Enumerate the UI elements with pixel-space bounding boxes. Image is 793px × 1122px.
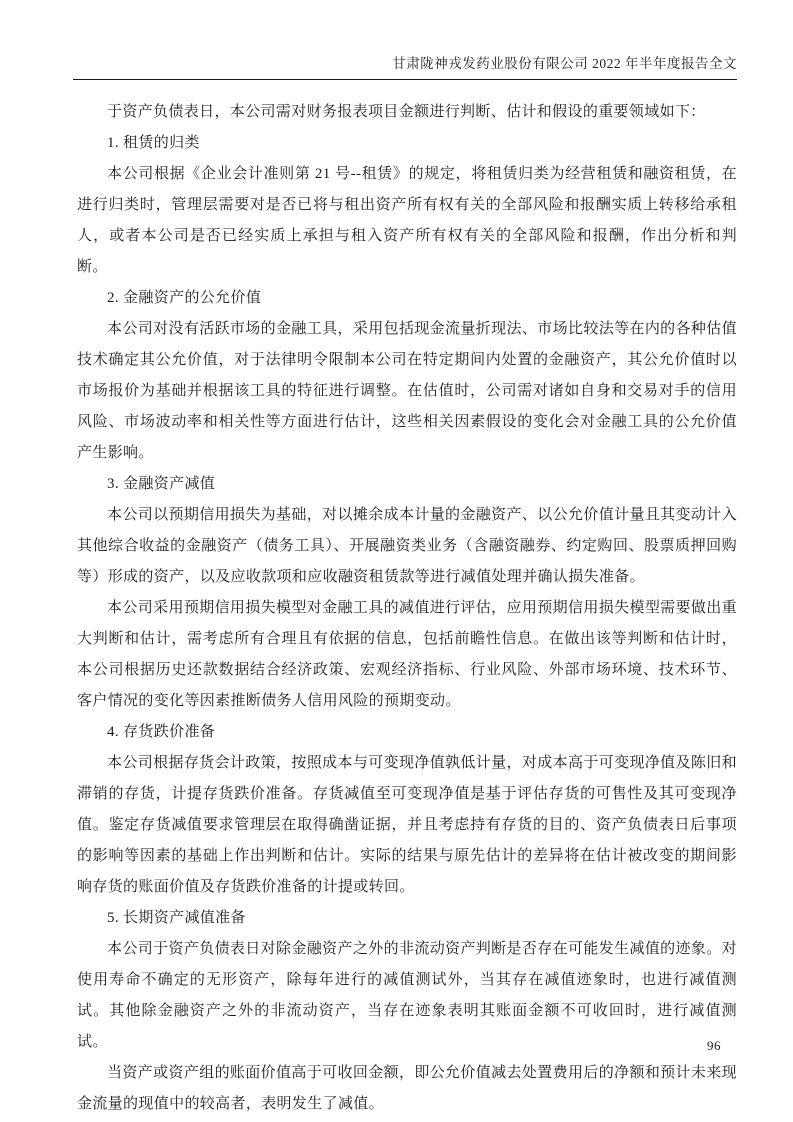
- section-1-paragraph-1: 本公司根据《企业会计准则第 21 号--租赁》的规定，将租赁归类为经营租赁和融资租赁，在进行归类时，管理层需要对是否已将与租出资产所有权有关的全部风险和报酬实质上转移给承租人，或者本公司是否已经实质上承担与租入资产所有权有关的全部风险和报酬，作出分析和判断。: [77, 166, 737, 275]
- section-1-heading: 1. 租赁的归类: [107, 135, 200, 151]
- section-2-paragraph-1: 本公司对没有活跃市场的金融工具，采用包括现金流量折现法、市场比较法等在内的各种估值技术确定其公允价值，对于法律明令限制本公司在特定期间内处置的金融资产，其公允价值时以市场报价为基础并根据该工具的特征进行调整。在估值时，公司需对诸如自身和交易对手的信用风险、市场波动率和相关性等方面进行估计，这些相关因素假设的变化会对金融工具的公允价值产生影响。: [77, 321, 737, 461]
- section-5-paragraph-1: 本公司于资产负债表日对除金融资产之外的非流动资产判断是否存在可能发生减值的迹象。对使用寿命不确定的无形资产，除每年进行的减值测试外，当其存在减值迹象时，也进行减值测试。其他除金融资产之外的非流动资产，当存在迹象表明其账面金额不可收回时，进行减值测试。: [77, 941, 737, 1050]
- section-3-paragraph-2: 本公司采用预期信用损失模型对金融工具的减值进行评估，应用预期信用损失模型需要做出重大判断和估计，需考虑所有合理且有依据的信息，包括前瞻性信息。在做出该等判断和估计时，本公司根据历史还款数据结合经济政策、宏观经济指标、行业风险、外部市场环境、技术环节、客户情况的变化等因素推断债务人信用风险的预期变动。: [77, 600, 737, 709]
- section-5-paragraph-2: 当资产或资产组的账面价值高于可收回金额，即公允价值减去处置费用后的净额和预计未来现金流量的现值中的较高者，表明发生了减值。: [77, 1065, 737, 1112]
- section-3-paragraph-1: 本公司以预期信用损失为基础，对以摊余成本计量的金融资产、以公允价值计量且其变动计入其他综合收益的金融资产（债务工具）、开展融资类业务（含融资融券、约定购回、股票质押回购等）形成的资产，以及应收款项和应收融资租赁款等进行减值处理并确认损失准备。: [77, 507, 737, 585]
- section-3-heading: 3. 金融资产减值: [107, 476, 216, 492]
- section-2-heading: 2. 金融资产的公允价值: [107, 290, 262, 306]
- section-5-heading: 5. 长期资产减值准备: [107, 910, 246, 926]
- section-4-paragraph-1: 本公司根据存货会计政策，按照成本与可变现净值孰低计量，对成本高于可变现净值及陈旧和滞销的存货，计提存货跌价准备。存货减值至可变现净值是基于评估存货的可售性及其可变现净值。鉴定存货减值要求管理层在取得确凿证据，并且考虑持有存货的目的、资产负债表日后事项的影响等因素的基础上作出判断和估计。实际的结果与原先估计的差异将在估计被改变的期间影响存货的账面价值及存货跌价准备的计提或转回。: [77, 755, 737, 895]
- intro-paragraph: 于资产负债表日，本公司需对财务报表项目金额进行判断、估计和假设的重要领域如下：: [107, 104, 706, 120]
- page-header: [73, 52, 737, 80]
- page-number: 96: [707, 1038, 721, 1053]
- page-footer: [707, 1038, 721, 1054]
- header-title: 甘肃陇神戎发药业股份有限公司 2022 年半年度报告全文: [392, 56, 737, 71]
- section-4-heading: 4. 存货跌价准备: [107, 724, 216, 740]
- document-body: [77, 97, 737, 1120]
